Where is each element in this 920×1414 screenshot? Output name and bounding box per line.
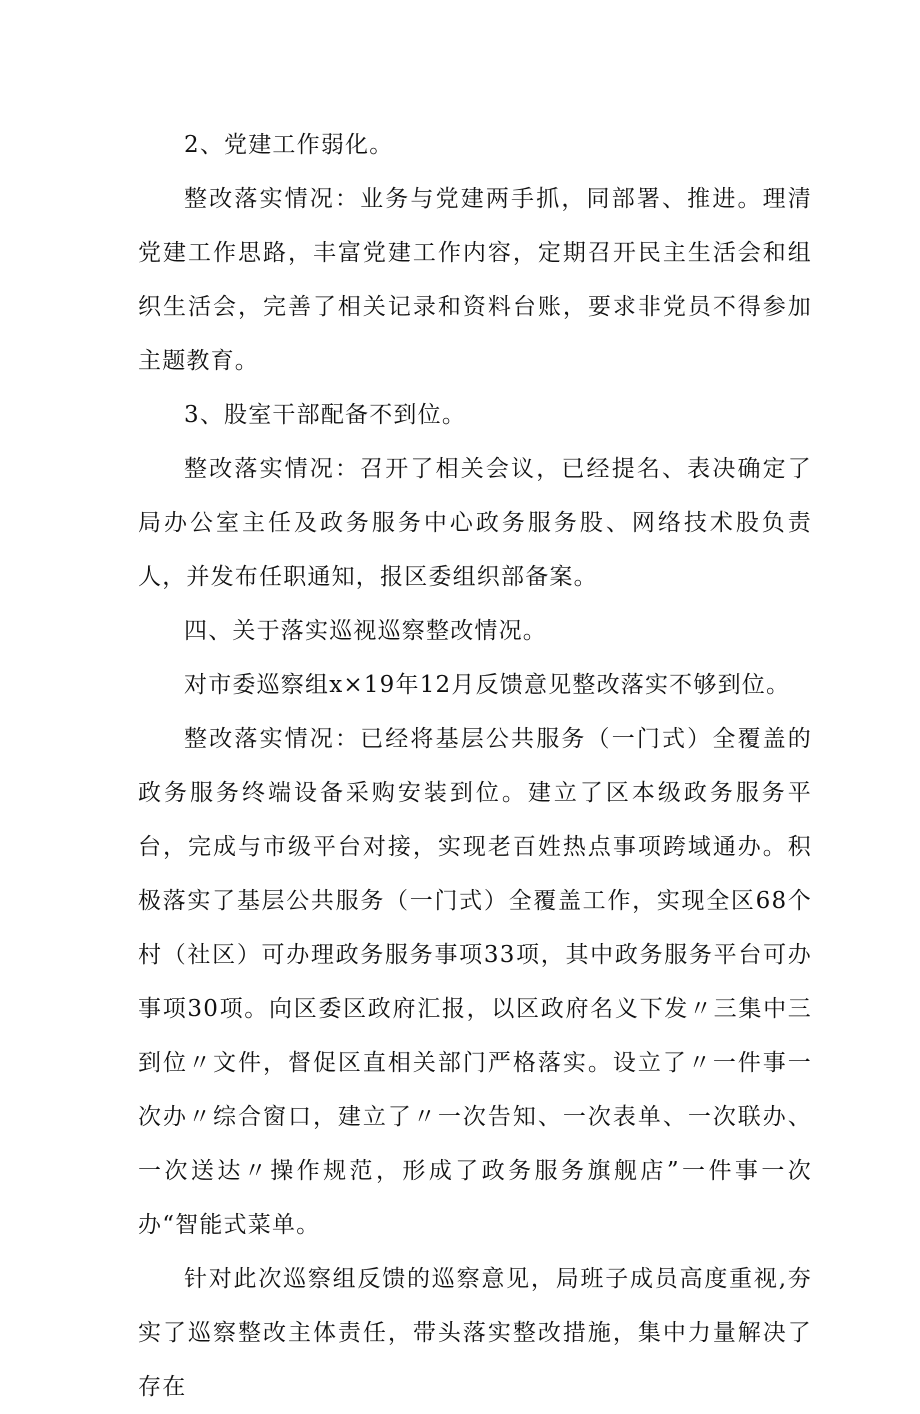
paragraph-conclusion: 针对此次巡察组反馈的巡察意见，局班子成员高度重视,夯实了巡察整改主体责任，带头落实整改措施，集中力量解决了存在 [138, 1266, 812, 1400]
section-heading-inspection: 四、关于落实巡视巡察整改情况。 [184, 618, 547, 644]
document-body [138, 118, 812, 1414]
section-heading-staffing: 3、股室干部配备不到位。 [184, 402, 467, 428]
paragraph-inspection-issue: 对市委巡察组x×19年12月反馈意见整改落实不够到位。 [184, 672, 791, 698]
section-heading-party-building: 2、党建工作弱化。 [184, 132, 394, 158]
paragraph-inspection-rectification: 整改落实情况：已经将基层公共服务（一门式）全覆盖的政务服务终端设备采购安装到位。建立了区本级政务服务平台，完成与市级平台对接，实现老百姓热点事项跨域通办。积极落实了基层公共服务（一门式）全覆盖工作，实现全区68个村（社区）可办理政务服务事项33项，其中政务服务平台可办事项30项。向区委区政府汇报，以区政府名义下发〃三集中三到位〃文件，督促区直相关部门严格落实。设立了〃一件事一次办〃综合窗口，建立了〃一次告知、一次表单、一次联办、一次送达〃操作规范，形成了政务服务旗舰店”一件事一次办“智能式菜单。 [138, 726, 812, 1238]
paragraph-staffing-rectification: 整改落实情况：召开了相关会议，已经提名、表决确定了局办公室主任及政务服务中心政务服务股、网络技术股负责人，并发布任职通知，报区委组织部备案。 [138, 456, 812, 590]
paragraph-party-building-rectification: 整改落实情况：业务与党建两手抓，同部署、推进。理清党建工作思路，丰富党建工作内容，定期召开民主生活会和组织生活会，完善了相关记录和资料台账，要求非党员不得参加主题教育。 [138, 186, 812, 374]
